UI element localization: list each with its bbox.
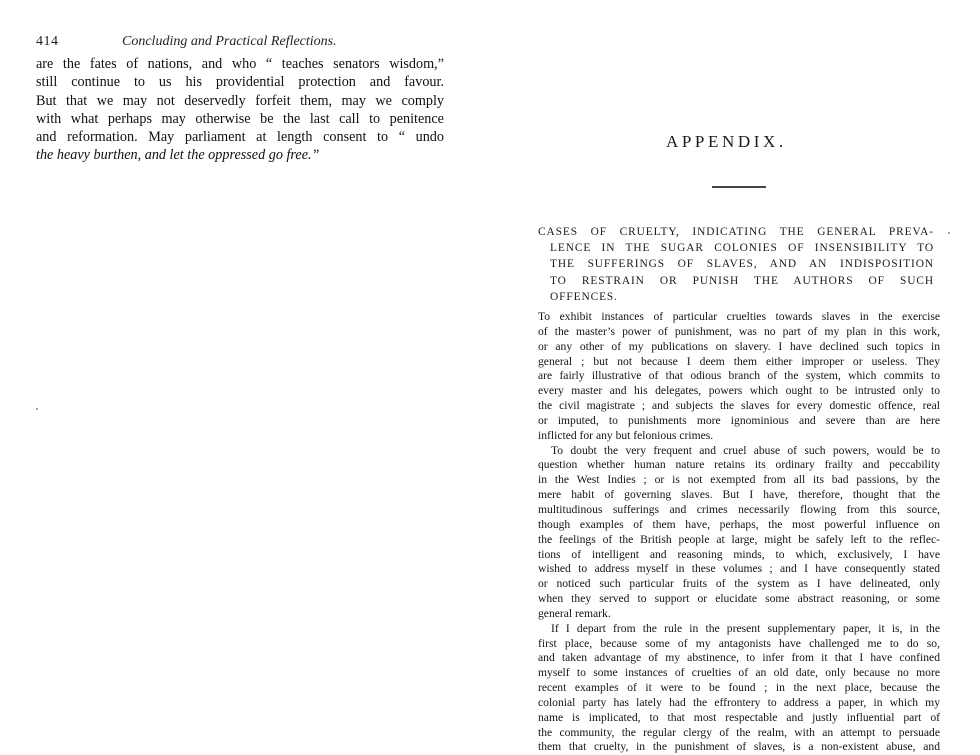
heading-line: CASES OF CRUELTY, INDICATING THE GENERAL PREVA- — [538, 226, 934, 238]
body-line: If I depart from the rule in the present supplementary paper, it is, in the — [551, 621, 940, 635]
body-line: and taken advantage of my abstinence, to infer from it that I have confined — [538, 651, 940, 665]
paper-speck — [948, 232, 950, 234]
body-line: question whether human nature retains its ordinary frailty and peccability — [538, 458, 940, 472]
title-rule — [712, 186, 766, 188]
body-line: name is implicated, to that most respectable and justly influential part of — [538, 710, 940, 724]
body-line: are fairly illustrative of that odious branch of the system, which commits to — [538, 369, 940, 383]
text-line: still continue to us his providential protection and favour. — [36, 74, 444, 91]
body-line: colonial party has lately had the effrontery to address a paper, in which my — [538, 695, 940, 709]
body-line: or noticed such particular fruits of the system as I have delineated, only — [538, 577, 940, 591]
section-heading — [538, 224, 934, 305]
text-line: and reformation. May parliament at length consent to “ undo — [36, 129, 444, 146]
body-line: tions of intelligent and reasoning minds, to which, exclusively, I have — [538, 547, 940, 561]
body-line: in the West Indies ; or is not exempted from all its bad passions, by the — [538, 473, 940, 487]
body-line: or imputed, to punishments more ignominious and severe than are here — [538, 413, 940, 427]
body-line: the civil magistrate ; and subjects the slaves for every domestic offence, real — [538, 399, 940, 413]
paper-speck — [36, 408, 38, 410]
body-line: every master and his delegates, powers which ought to be intrusted only to — [538, 384, 940, 398]
body-line: multitudinous sufferings and crimes necessarily flowing from this source, — [538, 502, 940, 516]
running-title: Concluding and Practical Reflections. — [122, 34, 337, 49]
body-line: when they served to support or elucidate some abstract reasoning, or some — [538, 592, 940, 606]
text-line: with what perhaps may otherwise be the last call to penitence — [36, 110, 444, 127]
left-page-text — [36, 55, 444, 165]
text-line-italic: the heavy burthen, and let the oppressed go free.” — [36, 147, 320, 164]
body-line: To doubt the very frequent and cruel abuse of such powers, would be to — [551, 443, 940, 457]
body-line: myself to some instances of cruelties of an old date, only because no more — [538, 666, 940, 680]
appendix-body — [538, 310, 940, 755]
body-line: though examples of them have, perhaps, the most powerful influence on — [538, 517, 940, 531]
heading-line: OFFENCES. — [550, 290, 618, 303]
body-line: inflicted for any but felonious crimes. — [538, 428, 714, 442]
heading-line: THE SUFFERINGS OF SLAVES, AND AN INDISPOSITION — [550, 258, 934, 271]
body-line: first place, because some of my antagonists have challenged me to do so, — [538, 636, 940, 650]
page-number: 414 — [36, 34, 59, 49]
body-line: or any other of my publications on slavery. I have declined such topics in — [538, 339, 940, 353]
body-line: general ; but not because I deem them either improper or useless. They — [538, 354, 940, 368]
appendix-title: APPENDIX. — [666, 132, 787, 151]
text-line: are the fates of nations, and who “ teaches senators wisdom,” — [36, 56, 444, 72]
body-line: To exhibit instances of particular cruelties towards slaves in the exercise — [538, 310, 940, 323]
body-line: the community, the regular clergy of the realm, with an attempt to persuade — [538, 725, 940, 739]
body-line: them that cruelty, in the punishment of slaves, is a non-existent abuse, and — [538, 740, 940, 754]
body-line: mere habit of governing slaves. But I have, therefore, thought that the — [538, 488, 940, 502]
body-line: wished to address myself in these volumes ; and I have consequently stated — [538, 562, 940, 576]
body-line: of the master’s power of punishment, was no part of my plan in this work, — [538, 324, 940, 338]
heading-line: LENCE IN THE SUGAR COLONIES OF INSENSIBILITY TO — [550, 242, 934, 255]
running-head — [36, 34, 456, 50]
body-line: general remark. — [538, 606, 611, 620]
body-line: recent examples of it were to be found ; in the next place, because the — [538, 681, 940, 695]
text-line: But that we may not deservedly forfeit them, may we comply — [36, 92, 444, 109]
left-page — [0, 0, 490, 729]
body-line: the feelings of the British people at large, might be safely left to the reflec- — [538, 532, 940, 546]
heading-line: TO RESTRAIN OR PUNISH THE AUTHORS OF SUCH — [550, 274, 934, 287]
right-page — [490, 0, 980, 754]
